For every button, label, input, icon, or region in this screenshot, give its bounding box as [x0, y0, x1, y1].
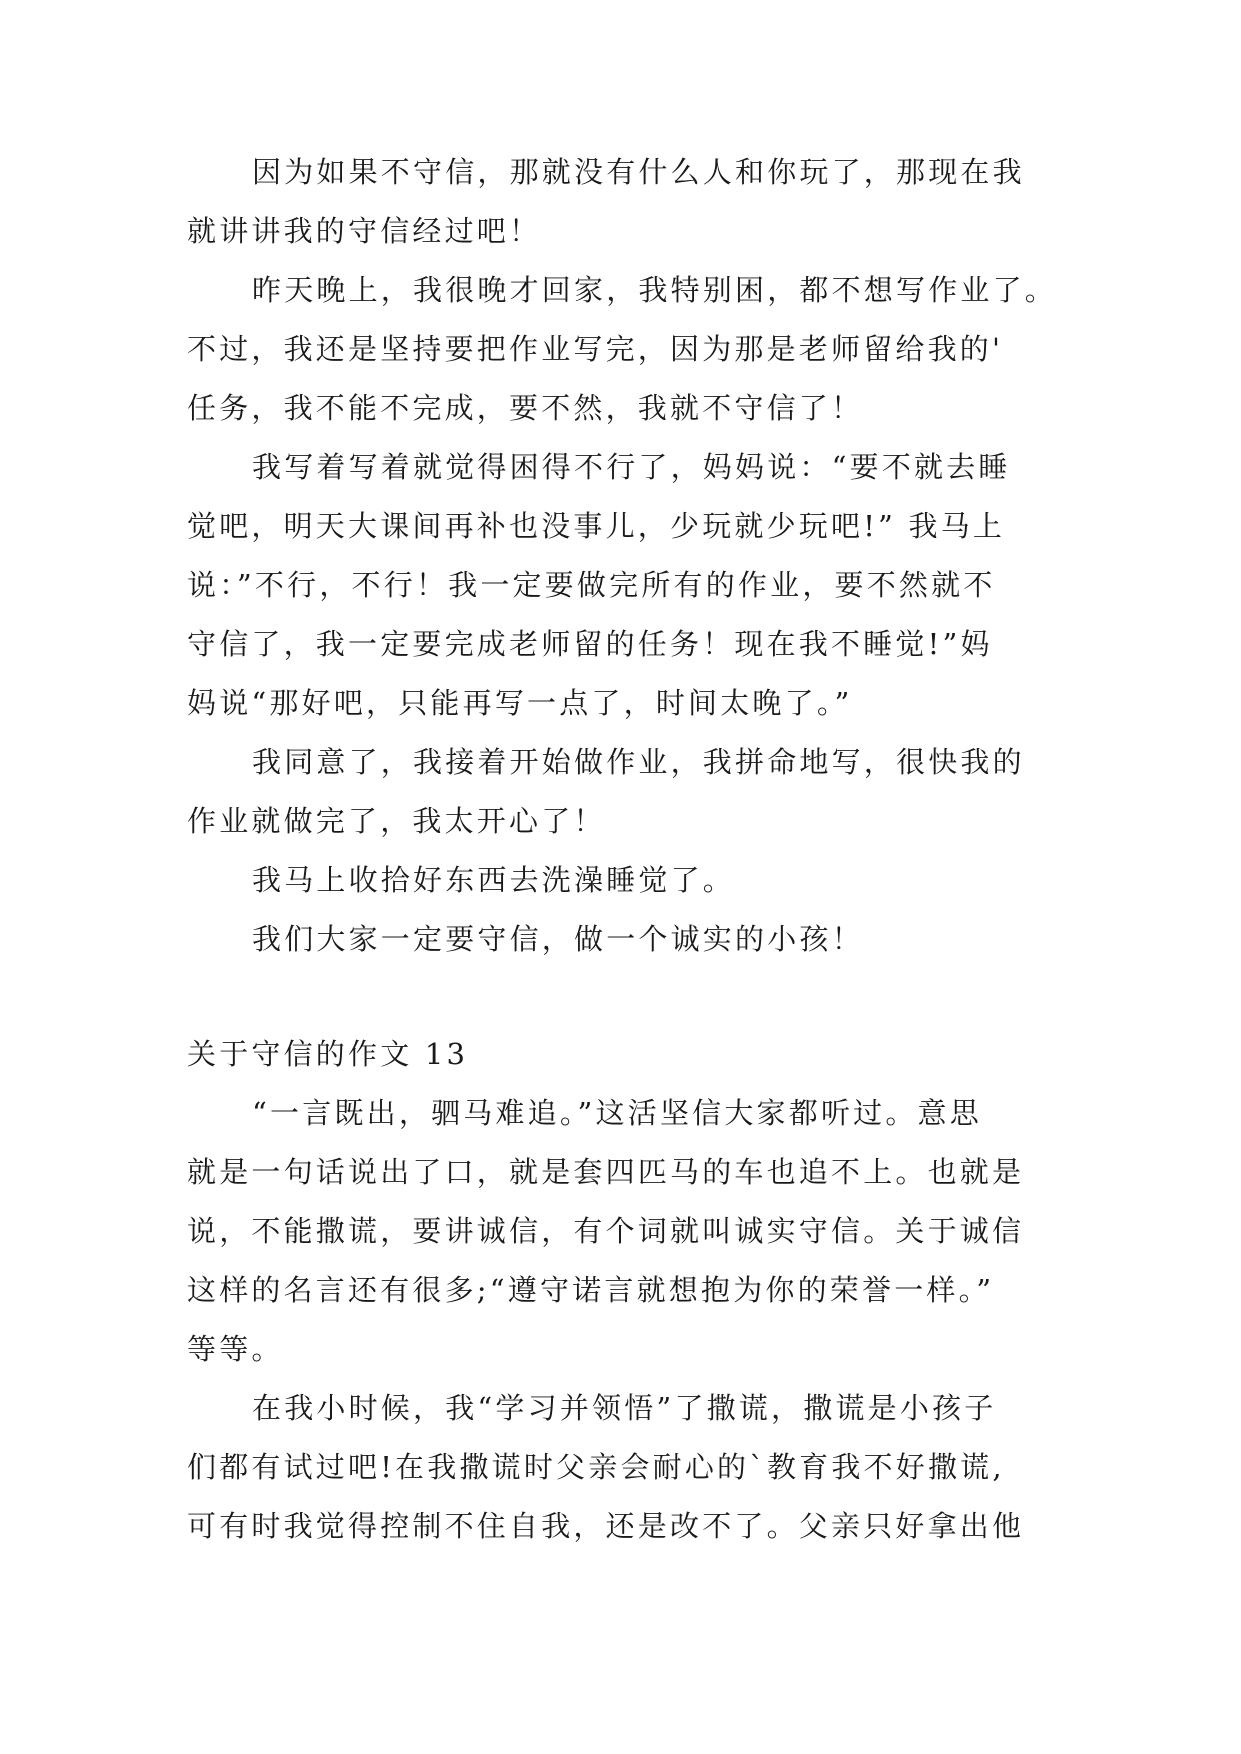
paragraph-line: 说：”不行，不行！我一定要做完所有的作业，要不然就不 [187, 568, 996, 602]
paragraph-line: 说，不能撒谎，要讲诚信，有个词就叫诚实守信。关于诚信 [187, 1214, 1025, 1248]
paragraph-line: 等等。 [187, 1332, 284, 1366]
paragraph-line: 任务，我不能不完成，要不然，我就不守信了！ [187, 391, 864, 425]
paragraph-line: 就讲讲我的守信经过吧！ [187, 214, 542, 248]
paragraph-line: 不过，我还是坚持要把作业写完，因为那是老师留给我的' [187, 332, 1004, 366]
paragraph-line: 就是一句话说出了口，就是套四匹马的车也追不上。也就是 [187, 1155, 1025, 1189]
paragraph-line: 守信了，我一定要完成老师留的任务！现在我不睡觉!”妈 [187, 627, 993, 661]
paragraph-line: 我写着写着就觉得困得不行了，妈妈说：“要不就去睡 [252, 450, 1011, 484]
paragraph-line: 我马上收拾好东西去洗澡睡觉了。 [252, 863, 736, 897]
paragraph-line: 在我小时候，我“学习并领悟”了撒谎，撒谎是小孩子 [252, 1391, 997, 1425]
section-heading: 关于守信的作文 13 [187, 1037, 469, 1071]
paragraph-line: 妈说“那好吧，只能再写一点了，时间太晚了。” [187, 686, 853, 720]
paragraph-line: “一言既出，驷马难追。”这活坚信大家都听过。意思 [252, 1096, 982, 1130]
paragraph-line: 这样的名言还有很多;“遵守诺言就想抱为你的荣誉一样。” [187, 1273, 995, 1307]
paragraph-line: 昨天晚上，我很晚才回家，我特别困，都不想写作业了。 [252, 273, 1058, 307]
paragraph-line: 可有时我觉得控制不住自我，还是改不了。父亲只好拿出他 [187, 1509, 1025, 1543]
paragraph-line: 觉吧，明天大课间再补也没事儿，少玩就少玩吧!” 我马上 [187, 509, 1006, 543]
paragraph-line: 们都有试过吧!在我撒谎时父亲会耐心的`教育我不好撒谎, [187, 1450, 1005, 1484]
paragraph-line: 我们大家一定要守信，做一个诚实的小孩！ [252, 922, 864, 956]
paragraph-line: 因为如果不守信，那就没有什么人和你玩了，那现在我 [252, 155, 1025, 189]
paragraph-line: 作业就做完了，我太开心了！ [187, 804, 606, 838]
paragraph-line: 我同意了，我接着开始做作业，我拼命地写，很快我的 [252, 745, 1025, 779]
